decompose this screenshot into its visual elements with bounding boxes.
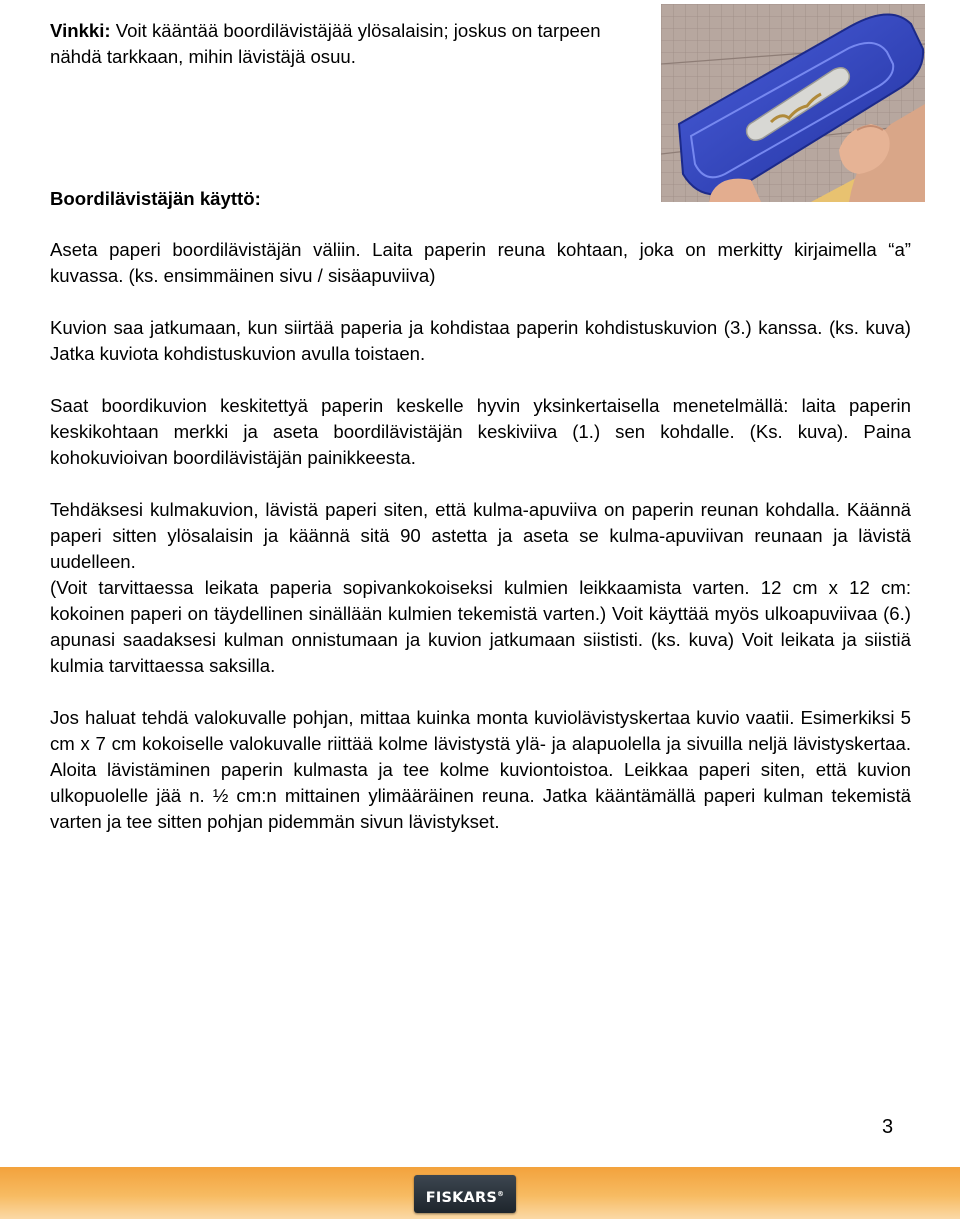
product-photo (661, 4, 925, 202)
border-punch-photo (661, 4, 925, 202)
paragraph-continuation: Kuvion saa jatkumaan, kun siirtää paperia ja kohdistaa paperin kohdistuskuvion (3.) kanssa. (ks. kuva) Jatka kuviota kohdistuskuvion avulla toistaen. (50, 317, 911, 364)
tip-text: Voit kääntää boordilävistäjää ylösalaisin; joskus on tarpeen nähdä tarkkaan, mihin lävistäjä osuu. (50, 20, 601, 67)
paragraph-corner: Tehdäksesi kulmakuvion, lävistä paperi siten, että kulma-apuviiva on paperin reunan kohdalla. Käännä paperi sitten ylösalaisin ja käännä sitä 90 astetta ja aseta se kulma-apuviivan reunaan ja lävistä uudelleen. (50, 499, 911, 572)
section-heading: Boordilävistäjän käyttö: (50, 188, 261, 209)
tip-paragraph (50, 18, 630, 70)
body-text (50, 237, 911, 861)
registered-mark: ® (497, 1190, 505, 1198)
paragraph-photo-frame: Jos haluat tehdä valokuvalle pohjan, mittaa kuinka monta kuviolävistyskertaa kuvio vaatii. Esimerkiksi 5 cm x 7 cm kokoiselle valokuvalle riittää kolme lävistystä ylä- ja alapuolella ja sivuilla neljä lävistyskertaa. Aloita lävistäminen paperin kulmasta ja tee kolme kuviontoistoa. Leikkaa paperi siten, että kuvion ulkopuolelle jää n. ½ cm:n mittainen ylimääräinen reuna. Jatka kääntämällä paperi kulman tekemistä varten ja tee sitten pohjan pidemmän sivun lävistykset. (50, 707, 911, 832)
paragraph-placement: Aseta paperi boordilävistäjän väliin. Laita paperin reuna kohtaan, joka on merkitty kirjaimella “a” kuvassa. (ks. ensimmäinen sivu / sisäapuviiva) (50, 239, 911, 286)
fiskars-logo (414, 1175, 516, 1213)
paragraph-corner-tips: (Voit tarvittaessa leikata paperia sopivankokoiseksi kulmien leikkaamista varten. 12 cm x 12 cm: kokoinen paperi on täydellinen sinällään kulmien tekemistä varten.) Voit käyttää myös ulkoapuviivaa (6.) apunasi saadaksesi kulman onnistumaan ja kuvion jatkumaan siististi. (ks. kuva) Voit leikata ja siistiä kulmia tarvittaessa saksilla. (50, 577, 911, 676)
tip-label: Vinkki: (50, 20, 111, 41)
paragraph-centering: Saat boordikuvion keskitettyä paperin keskelle hyvin yksinkertaisella menetelmällä: laita paperin keskikohtaan merkki ja aseta boordilävistäjän keskiviiva (1.) sen kohdalle. (Ks. kuva). Paina kohokuvioivan boordilävistäjän painikkeesta. (50, 395, 911, 468)
page-number: 3 (882, 1116, 894, 1138)
brand-name: FISKARS (425, 1189, 497, 1206)
